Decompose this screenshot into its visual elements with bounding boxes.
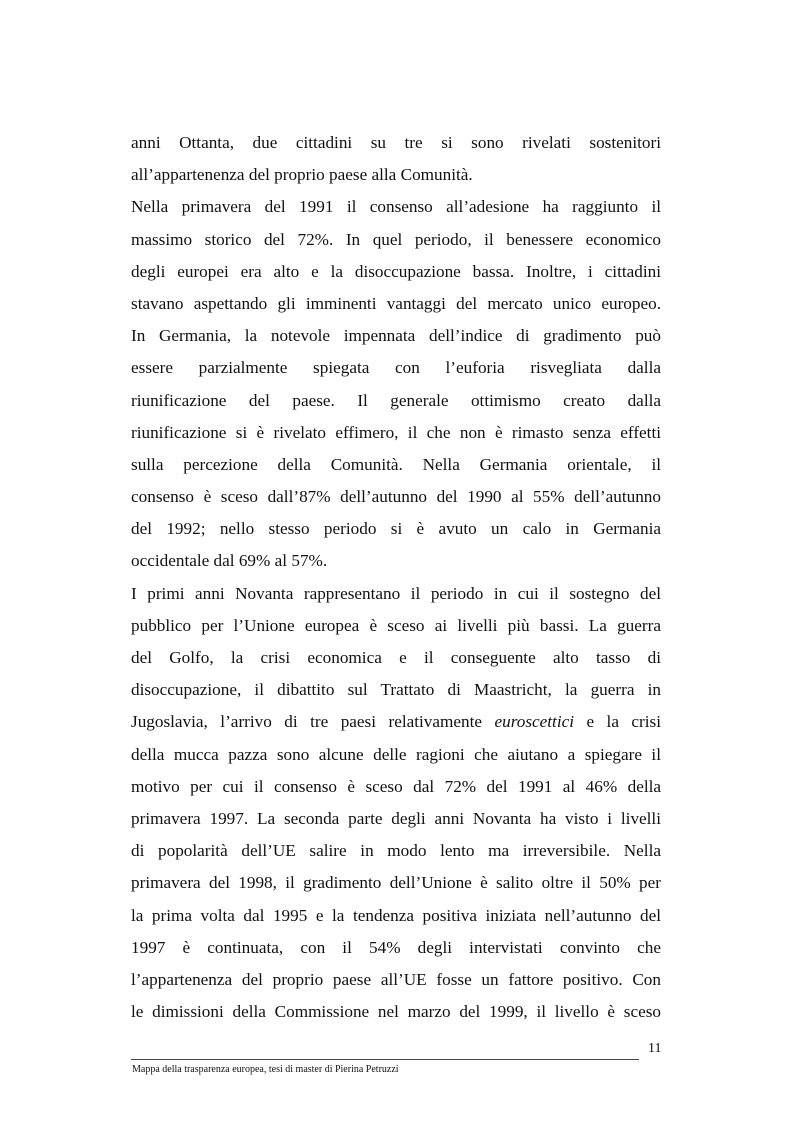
page-body [131,127,661,1028]
text-line: essere parzialmente spiegata con l’euforia risvegliata dalla [131,358,661,378]
text-line: disoccupazione, il dibattito sul Trattato di Maastricht, la guerra in [131,680,661,700]
text-line: del 1992; nello stesso periodo si è avuto un calo in Germania [131,519,661,539]
text-line: motivo per cui il consenso è sceso dal 72% del 1991 al 46% della [131,776,661,796]
paragraph-3 [131,578,661,1029]
paragraph-2 [131,191,661,577]
text-line [131,706,661,738]
text-line: all’appartenenza del proprio paese alla Comunità. [131,165,473,185]
text-line: l’appartenenza del proprio paese all’UE fosse un fattore positivo. Con [131,969,661,989]
text-line: 1997 è continuata, con il 54% degli intervistati convinto che [131,937,661,957]
text-line: degli europei era alto e la disoccupazione bassa. Inoltre, i cittadini [131,261,661,281]
page-number: 11 [648,1041,662,1056]
text-line: le dimissioni della Commissione nel marzo del 1999, il livello è sceso [131,1002,661,1022]
text-line: sulla percezione della Comunità. Nella Germania orientale, il [131,454,661,474]
text-line: consenso è sceso dall’87% dell’autunno del 1990 al 55% dell’autunno [131,487,661,507]
text-line: I primi anni Novanta rappresentano il periodo in cui il sostegno del [131,583,661,603]
text-line: Nella primavera del 1991 il consenso all’adesione ha raggiunto il [131,197,661,217]
line-text-before-emphasis: Jugoslavia, l’arrivo di tre paesi relativamente [131,712,495,732]
text-line: la prima volta dal 1995 e la tendenza positiva iniziata nell’autunno del [131,905,661,925]
footer-text: Mappa della trasparenza europea, tesi di master di Pierina Petruzzi [132,1064,399,1075]
text-line: di popolarità dell’UE salire in modo lento ma irreversibile. Nella [131,841,661,861]
footer-divider [131,1059,639,1060]
text-line: In Germania, la notevole impennata dell’indice di gradimento può [131,326,661,346]
text-line: della mucca pazza sono alcune delle ragioni che aiutano a spiegare il [131,744,661,764]
text-line: massimo storico del 72%. In quel periodo, il benessere economico [131,229,661,249]
text-line: primavera 1997. La seconda parte degli anni Novanta ha visto i livelli [131,808,661,828]
line-text-after-emphasis: e la crisi [574,712,662,732]
text-line: pubblico per l’Unione europea è sceso ai livelli più bassi. La guerra [131,615,661,635]
text-line: riunificazione si è rivelato effimero, il che non è rimasto senza effetti [131,422,661,442]
text-line: occidentale dal 69% al 57%. [131,551,328,571]
text-line: del Golfo, la crisi economica e il conseguente alto tasso di [131,648,661,667]
emphasized-term: euroscettici [494,712,575,732]
text-line: primavera del 1998, il gradimento dell’Unione è salito oltre il 50% per [131,873,661,893]
text-line: stavano aspettando gli imminenti vantaggi del mercato unico europeo. [131,293,661,313]
paragraph-1 [131,127,661,191]
text-line: riunificazione del paese. Il generale ottimismo creato dalla [131,390,661,410]
text-line: anni Ottanta, due cittadini su tre si sono rivelati sostenitori [131,133,661,152]
